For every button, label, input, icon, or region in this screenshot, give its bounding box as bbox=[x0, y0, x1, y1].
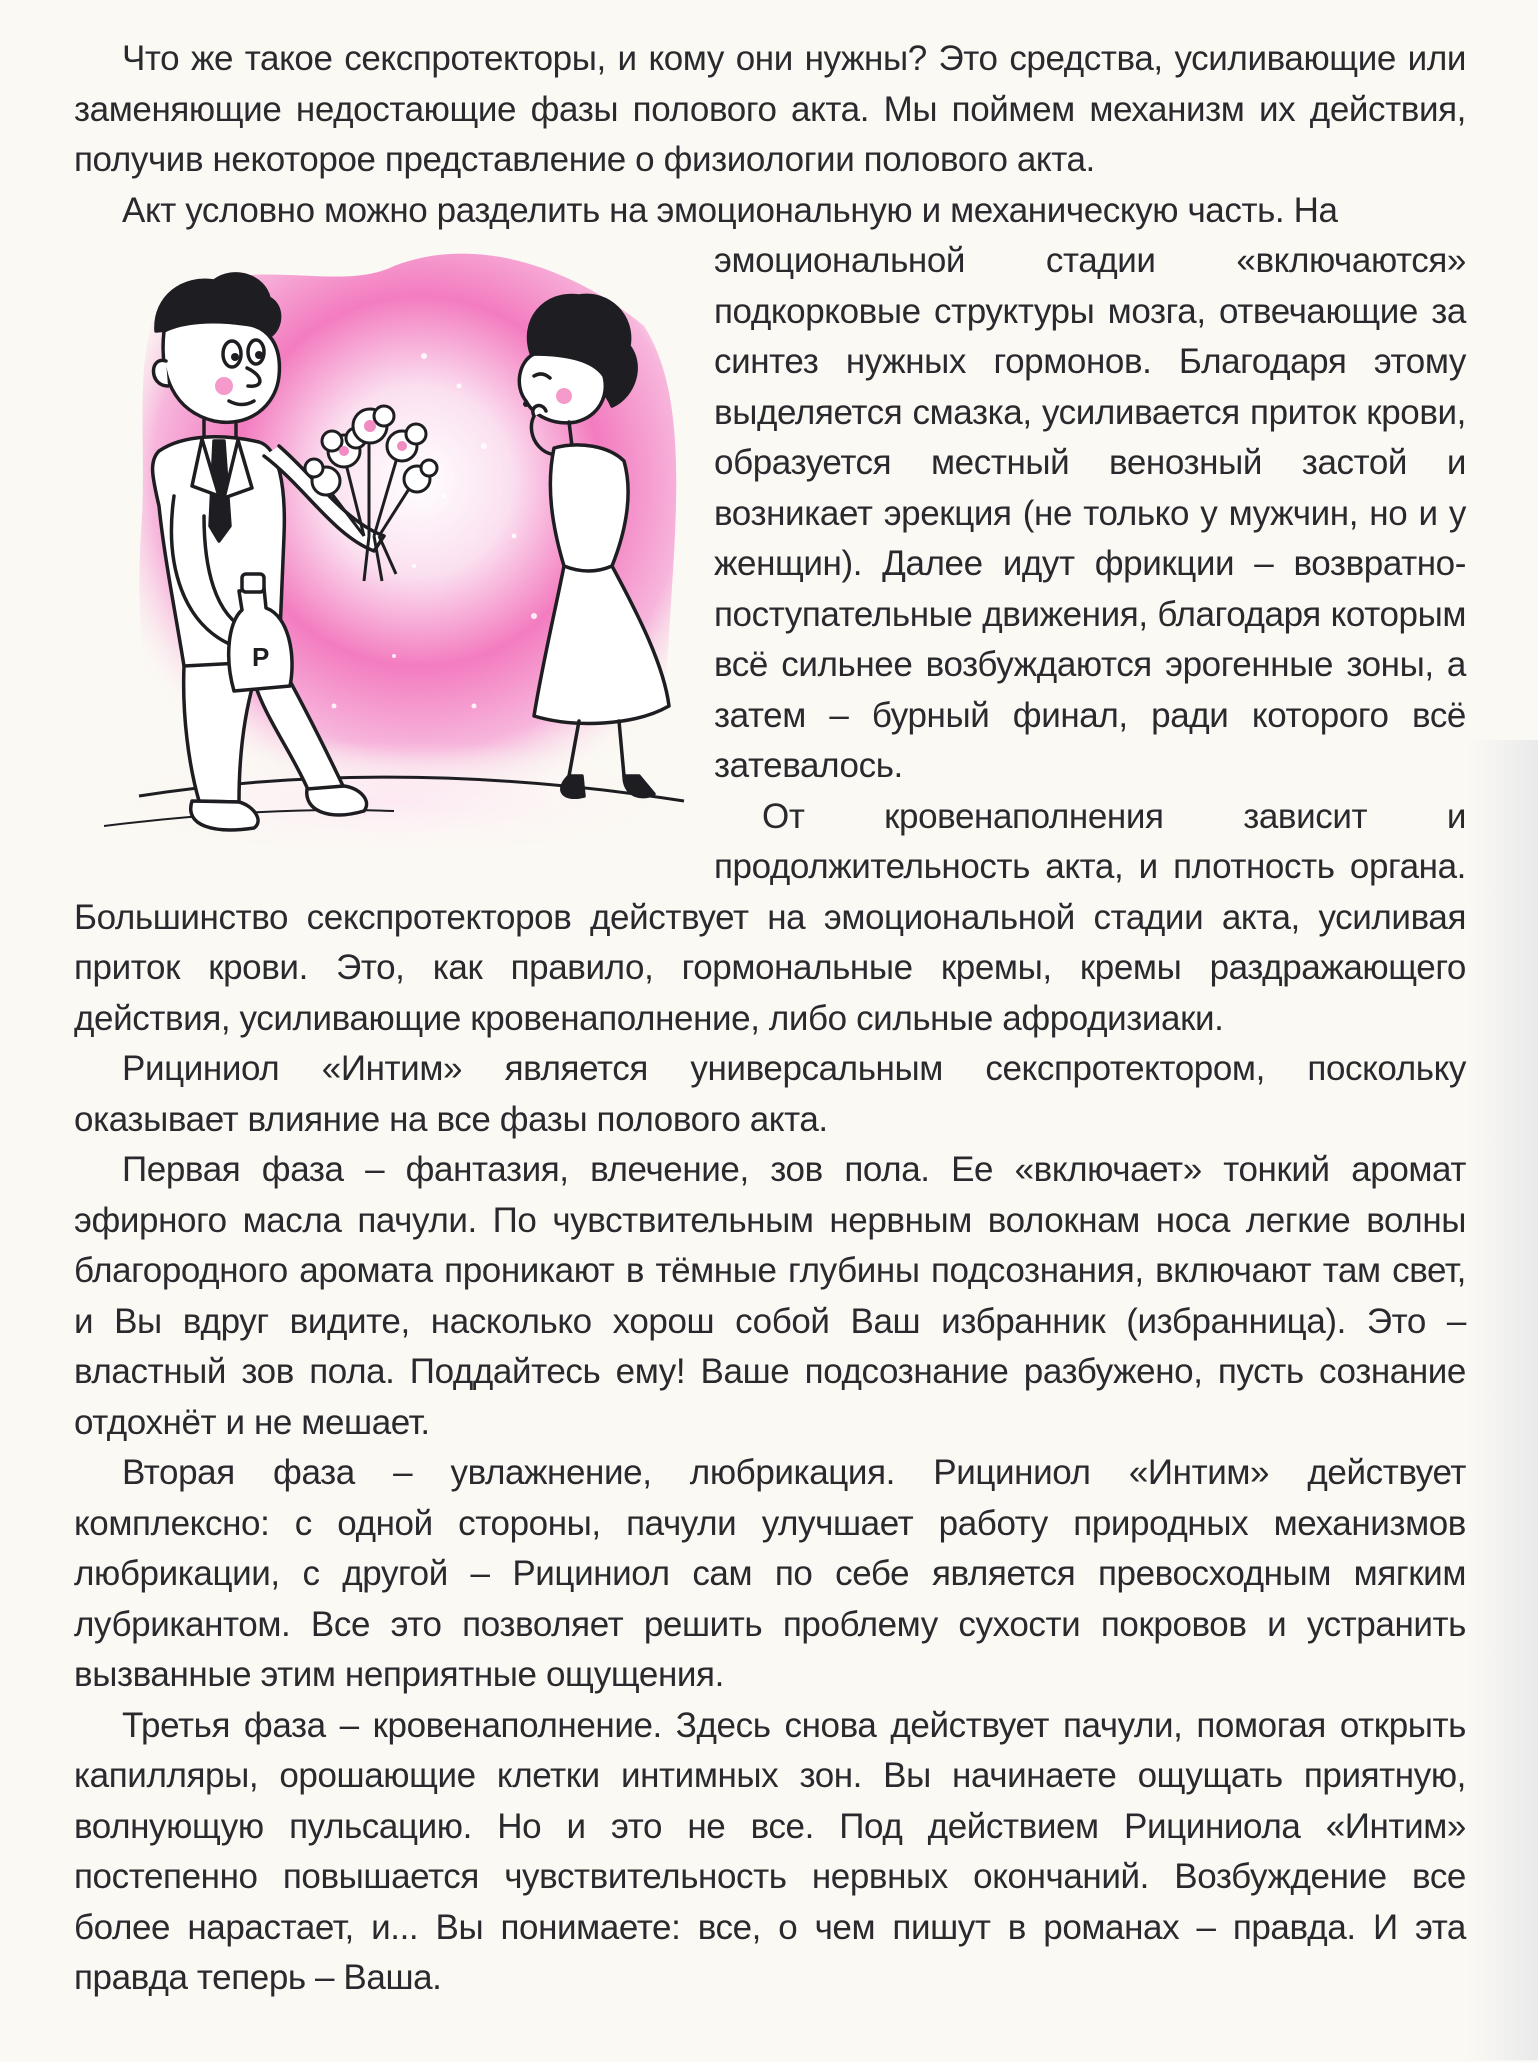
paragraph-phase-three: Третья фаза – кровенаполнение. Здесь снова действует пачули, помогая открыть капилляры, орошающие клетки интимных зон. Вы начинаете ощущать приятную, волнующую пульсацию. Но и это не все. Под действием Рициниола «Интим» постепенно повышается чувствительность нервных окончаний. Возбуждение все более нарастает, и... Вы понимаете: все, о чем пишут в романах – правда. И эта правда теперь – Ваша. bbox=[74, 1705, 1466, 1997]
paragraph-ricinol-universal: Рициниол «Интим» является универсальным секспротектором, поскольку оказывает влияние на все фазы полового акта. bbox=[74, 1049, 1466, 1139]
paragraph-phase-one: Первая фаза – фантазия, влечение, зов пола. Ее «включает» тонкий аромат эфирного масла пачули. По чувствительным нервным волокнам носа легкие волны благородного аромата проникают в тёмные глубины подсознания, включают там свет, и Вы вдруг видите, насколько хорош собой Ваш избранник (избранница). Это – властный зов пола. Поддайтесь ему! Ваше подсознание разбужено, пусть сознание отдохнёт и не мешает. bbox=[74, 1150, 1466, 1442]
couple-illustration bbox=[64, 236, 704, 846]
bottle-label: P bbox=[252, 642, 270, 672]
paragraph-act-emotional: эмоциональной стадии «включаются» подкорковые структуры мозга, отвечающие за синтез нужных гормонов. Благодаря этому выделяется смазка, усиливается приток крови, образуется местный венозный застой и возникает эрекция (не только у мужчин, но и у женщин). Далее идут фрикции – возвратно-поступательные движения, благодаря которым всё сильнее возбуждаются эрогенные зоны, а затем – бурный финал, ради которого всё затевалось. bbox=[714, 241, 1466, 785]
paragraph-act-lead: Акт условно можно разделить на эмоциональную и механическую часть. На bbox=[122, 190, 1338, 230]
paragraph-intro: Что же такое секспротекторы, и кому они нужны? Это средства, усиливающие или заменяющие недостающие фазы полового акта. Мы поймем механизм их действия, получив некоторое представление о физиологии полового акта. bbox=[74, 39, 1466, 179]
paragraph-blood-flow: От кровенаполнения зависит и продолжительность акта, и плотность органа. Большинство секспротекторов действует на эмоциональной стадии акта, усиливая приток крови. Это, как правило, гормональные кремы, кремы раздражающего действия, усиливающие кровенаполнение, либо сильные афродизиаки. bbox=[74, 796, 1466, 1038]
paragraph-phase-two: Вторая фаза – увлажнение, любрикация. Рициниол «Интим» действует комплексно: с одной стороны, пачули улучшает работу природных механизмов любрикации, с другой – Рициниол сам по себе является превосходным мягким лубрикантом. Все это позволяет решить проблему сухости покровов и устранить вызванные этим неприятные ощущения. bbox=[74, 1453, 1466, 1694]
